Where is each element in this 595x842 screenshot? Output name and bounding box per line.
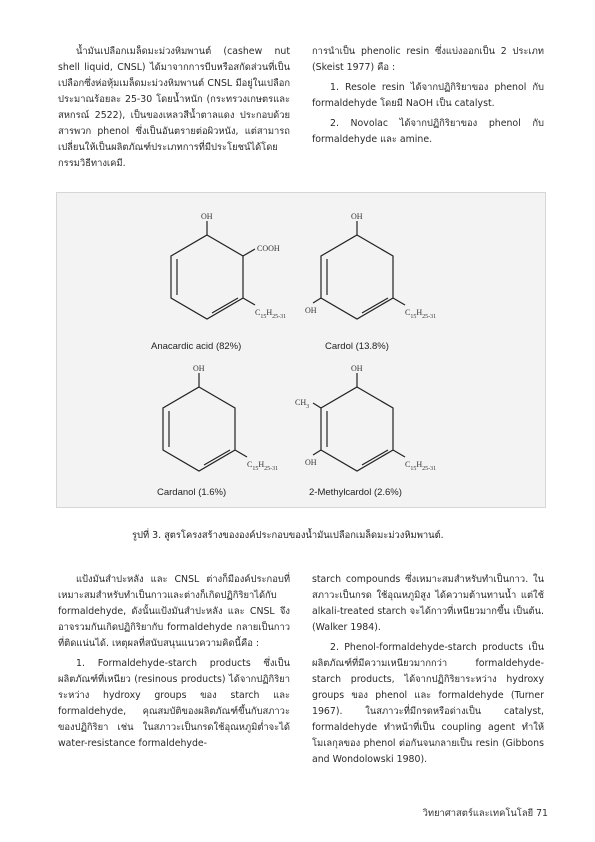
oh-group-2: OH xyxy=(305,306,317,315)
starch-compounds-paragraph: starch compounds ซึ่งเหมาะสมสำหรับทำเป็นกาว. ในสภาวะเป็นกรด ใช้อุณหภูมิสูง ได้ความต้านทานน้ำ แต่ใช้ alkali-treated starch จะได้กาวที่เหนียวมากขึ้น เป็นต้น. (Walker 1984). xyxy=(312,574,544,633)
structure-figure xyxy=(56,192,546,508)
oh-group: OH xyxy=(201,212,213,221)
cardol-structure xyxy=(305,212,436,320)
resin-types-column xyxy=(312,44,544,148)
oh-group: OH xyxy=(193,364,205,373)
starch-products-item: 1. Formaldehyde-starch products ซึ่งเป็นผลิตภัณฑ์ที่เหนียว (resinous products) ได้จากปฏิกิริยาระหว่าง hydroxy groups ของ starch และ formaldehyde, คุณสมบัติของผลิตภัณฑ์ขึ้นกับสภาวะของปฏิกิริยา เช่น ในสภาวะเป็นกรดใช้อุณหภูมิต่ำจะได้ water-resistance formaldehyde- xyxy=(58,658,290,749)
anacardic-acid-label: Anacardic acid (82%) xyxy=(151,341,242,352)
cardanol-structure xyxy=(163,364,278,472)
intro-paragraph: น้ำมันเปลือกเมล็ดมะม่วงหิมพานต์ (cashew nut shell liquid, CNSL) ได้มาจากการบีบหรือสกัดส่วนที่เป็นเปลือกซึ่งห่อหุ้มเมล็ดมะม่วงหิมพานต์ CNSL มีอยู่ในเปลือกประมาณร้อยละ 25-30 โดยน้ำหนัก (กระทรวงเกษตรและสหกรณ์ 2522), เป็นของเหลวสีน้ำตาลแดง ประกอบด้วยสารพวก phenol ซึ่งเป็นอันตรายต่อผิวหนัง, แต่สามารถเปลี่ยนให้เป็นผลิตภัณฑ์ประเภทการที่มีประโยชน์ได้โดยกรรมวิธีทางเคมี. xyxy=(58,46,290,169)
side-chain: $C_{15}H_{25-31}$ xyxy=(247,460,279,472)
page-footer: วิทยาศาสตร์และเทคโนโลยี 71 xyxy=(422,808,548,819)
anacardic-acid-structure xyxy=(171,212,286,320)
resole-resin-item: 1. Resole resin ได้จากปฏิกิริยาของ phenol กับ formaldehyde โดยมี NaOH เป็น catalyst. xyxy=(312,82,544,109)
structure-diagram xyxy=(57,193,545,507)
side-chain: $C_{15}H_{25-31}$ xyxy=(405,460,437,472)
side-chain: $C_{15}H_{25-31}$ xyxy=(255,308,287,320)
discussion-paragraph: แป้งมันสำปะหลัง และ CNSL ต่างก็มีองค์ประกอบที่เหมาะสมสำหรับทำเป็นกาวและต่างก็เกิดปฏิกิริยาได้กับ formaldehyde, ดังนั้นแป้งมันสำปะหลัง และ CNSL จึงอาจรวมกันเกิดปฏิกิริยากับ formaldehyde กลายเป็นกาวที่ติดแน่นได้. เหตุผลที่สนับสนุนแนวความคิดนี้คือ : xyxy=(58,574,290,649)
figure-caption: รูปที่ 3. สูตรโครงสร้างขององค์ประกอบของน้ำมันเปลือกเมล็ดมะม่วงหิมพานต์. xyxy=(132,530,444,541)
methyl-group: $CH_3$ xyxy=(295,398,310,410)
novolac-item: 2. Novolac ได้จากปฏิกิริยาของ phenol กับ formaldehyde และ amine. xyxy=(312,118,544,145)
discussion-right-column xyxy=(312,572,544,768)
cooh-group: COOH xyxy=(257,244,280,253)
cardanol-label: Cardanol (1.6%) xyxy=(157,487,227,498)
methylcardol-structure xyxy=(295,364,436,472)
cardol-label: Cardol (13.8%) xyxy=(325,341,389,352)
oh-group: OH xyxy=(351,364,363,373)
intro-column xyxy=(58,44,290,172)
phenol-formaldehyde-item: 2. Phenol-formaldehyde-starch products เป็นผลิตภัณฑ์ที่มีความเหนียวมากกว่า formaldehyde-starch products, ได้จากปฏิกิริยาระหว่าง hydroxy groups ของ phenol และ formaldehyde (Turner 1967). ในสภาวะที่มีกรดหรือด่างเป็น catalyst, formaldehyde ทำหน้าที่เป็น coupling agent ทำให้โมเลกุลของ phenol ต่อกันจนกลายเป็น resin (Gibbons and Wondolowski 1980). xyxy=(312,642,544,765)
oh-group: OH xyxy=(351,212,363,221)
resin-types-intro: การนำเป็น phenolic resin ซึ่งแบ่งออกเป็น 2 ประเภท (Skeist 1977) คือ : xyxy=(312,46,544,73)
oh-group-2: OH xyxy=(305,458,317,467)
discussion-left-column xyxy=(58,572,290,752)
side-chain: $C_{15}H_{25-31}$ xyxy=(405,308,437,320)
methylcardol-label: 2-Methylcardol (2.6%) xyxy=(309,487,402,498)
